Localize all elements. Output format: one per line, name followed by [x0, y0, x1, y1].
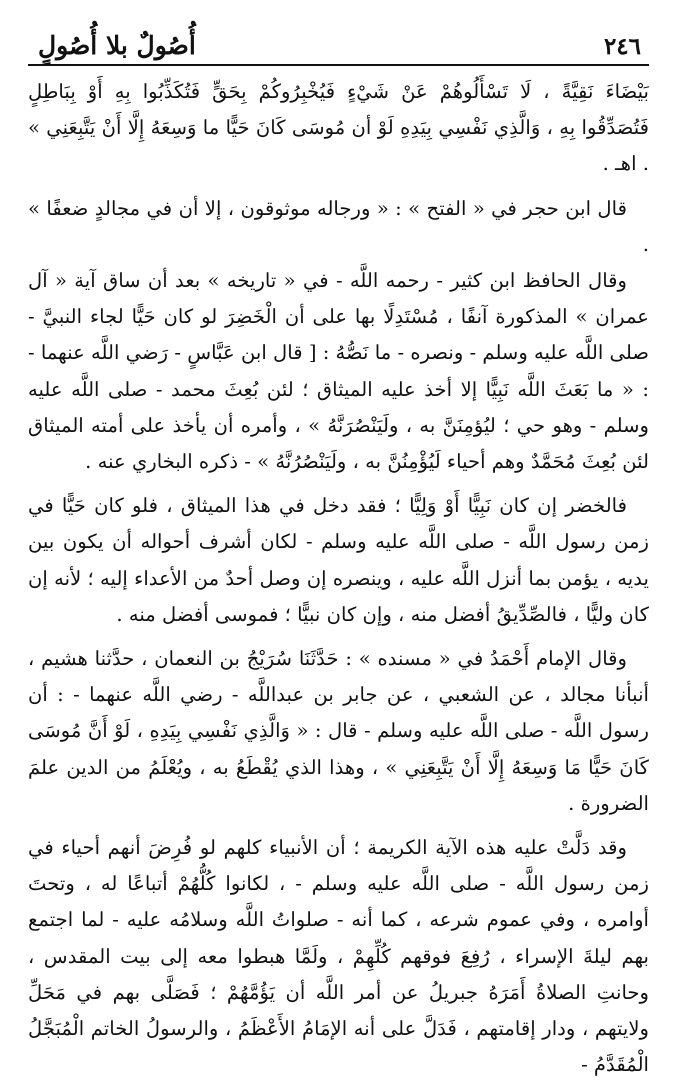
page-number: ٢٤٦	[603, 33, 641, 60]
paragraph-continuation: بَيْضَاءَ نَقِيَّةً ، لَا تَسْأَلُوهُمْ عَنْ شَيْءٍ فَيُخْبِرُوكُمْ بِحَقٍّ فَتُكَذِّبُوا بِهِ أَوْ بِبَاطِلٍ فَتُصَدِّقُوا بِهِ ، وَالَّذِي نَفْسِي بِيَدِهِ لَوْ أن مُوسَى كَانَ حَيًّا ما وَسِعَهُ إِلَّا أَنْ يَتَّبِعَنِي » . اهـ .	[28, 80, 649, 176]
paragraph-imam-ahmad: وقال الإمام أَحْمَدُ في « مسنده » : حَدَّثَنَا سُرَيْجُ بن النعمان ، حدَّثنا هشيم ، أنبأنا مجالد ، عن الشعبي ، عن جابر بن عبداللَّه - رضي اللَّه عنهما - : أن رسول اللَّه - صلى اللَّه عليه وسلم - قال : « وَالَّذِي نَفْسِي بِيَدِهِ ، لَوْ أَنَّ مُوسَى كَانَ حَيًّا مَا وَسِعَهُ إِلَّا أَنْ يَتَّبِعَنِي » ، وهذا الذي يُقْطَعُ به ، ويُعْلَمُ من الدين علمَ الضرورة .	[28, 647, 649, 815]
page-body	[28, 66, 649, 1083]
paragraph-khidr: فالخضر إن كان نَبِيًّا أَوْ وَلِيًّا ؛ فقد دخل في هذا الميثاق ، فلو كان حَيًّا في زمن رسول اللَّه - صلى اللَّه عليه وسلم - لكان أشرف أحواله أن يكون بين يديه ، يؤمن بما أنزل اللَّه عليه ، وينصره إن وصل أحدٌ من الأعداء إليه ؛ لأنه إن كان وليًّا ، فالصِّدِّيقُ أفضل منه ، وإن كان نبيًّا ؛ فموسى أفضل منه .	[28, 494, 649, 626]
page-header	[28, 0, 649, 66]
paragraph-ibn-kathir: وقال الحافظ ابن كثير - رحمه اللَّه - في « تاريخه » بعد أن ساق آية « آل عمران » المذكورة آنفًا ، مُسْتَدِلًا بها على أن الْخَضِرَ لو كان حَيًّا لجاء النبيَّ - صلى اللَّه عليه وسلم - ونصره - ما نَصُّهُ : [ قال ابن عَبَّاسٍ - رَضي اللَّه عنهما - : « ما بَعَثَ اللَّه نَبِيًّا إلا أخذ عليه الميثاق ؛ لئن بُعِثَ محمد - صلى اللَّه عليه وسلم - وهو حي ؛ ليُؤمِنَنَّ به ، ولَيَنْصُرَنَّهُ » ، وأمره أن يأخذ على أمته الميثاق لئن بُعِثَ مُحَمَّدٌ وهم أحياء لَيُؤْمِنُنَّ به ، ولَيَنْصُرُنَّهُ » - ذكره البخاري عنه .	[28, 269, 649, 474]
paragraph-prophets: وقد دَلَّتْ عليه هذه الآية الكريمة ؛ أن الأنبياء كلهم لو فُرِضَ أنهم أحياء في زمن رسول اللَّه - صلى اللَّه عليه وسلم - ، لكانوا كُلُّهُمْ أتباعًا له ، وتحتَ أوامره ، وفي عموم شرعه ، كما أنه - صلواتُ اللَّه وسلامُه عليه - لما اجتمع بهم ليلةَ الإسراء ، رُفِعَ فوقهم كُلِّهِمْ ، ولَمَّا هبطوا معه إلى بيت المقدس ، وحانتِ الصلاةُ أَمَرَهُ جبريلُ عن أمر اللَّه أن يَؤُمَّهُمْ ؛ فَصَلَّى بهم في مَحَلِّ ولايتهم ، ودار إقامتهم ، فَدَلَّ على أنه الإمَامُ الأَعْظَمُ ، والرسولُ الخاتم الْمُبَجَّلُ الْمُقَدَّمُ -	[28, 836, 649, 1077]
paragraph-ibn-hajar: قال ابن حجر في « الفتح » : « ورجاله موثوقون ، إلا أن في مجالدٍ ضعفًا » .	[28, 196, 649, 256]
running-title: أُصُولٌ بلا أُصُولٍ	[38, 31, 196, 60]
